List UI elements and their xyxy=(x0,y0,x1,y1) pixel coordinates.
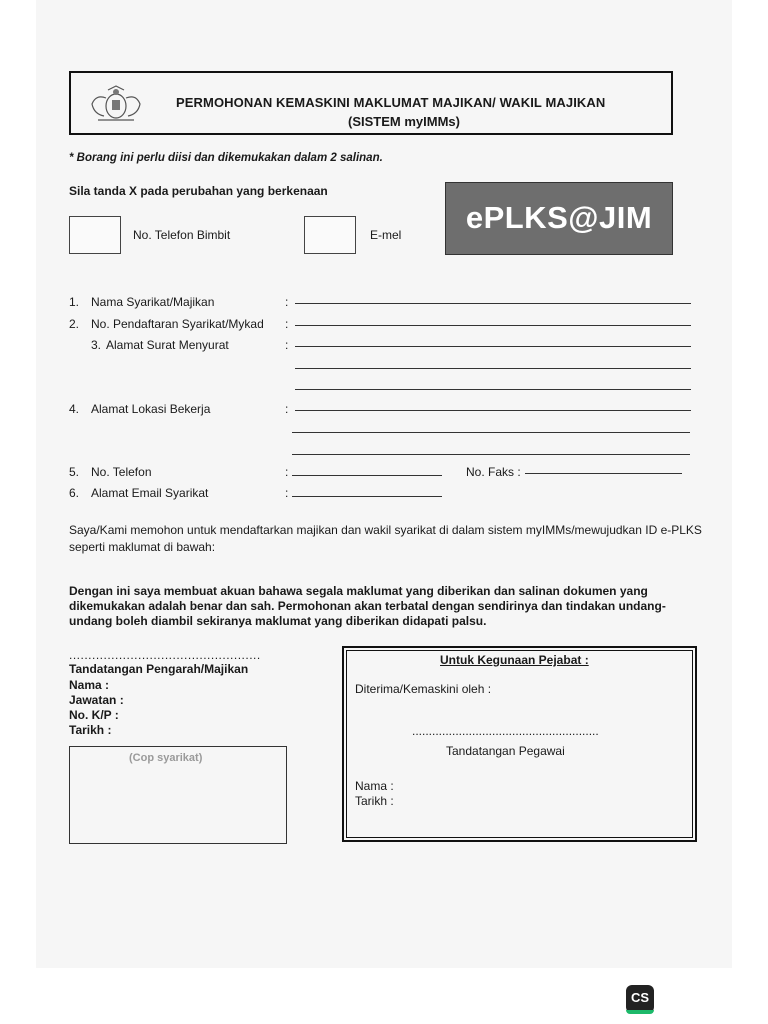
field-2-num: 2. xyxy=(69,317,80,331)
signature-jawatan: Jawatan : xyxy=(69,693,124,707)
signature-kp: No. K/P : xyxy=(69,708,119,722)
office-nama-label: Nama : xyxy=(355,779,394,793)
instruction-text: Sila tanda X pada perubahan yang berkenaan xyxy=(69,184,328,198)
field-6-colon: : xyxy=(285,486,289,500)
camscanner-logo-icon: CS xyxy=(626,985,654,1013)
checkbox-email-label: E-mel xyxy=(370,228,402,242)
signature-title: Tandatangan Pengarah/Majikan xyxy=(69,662,249,676)
copies-note: * Borang ini perlu diisi dan dikemukakan dalam 2 salinan. xyxy=(69,152,383,164)
field-1-colon: : xyxy=(285,295,289,309)
office-use-title: Untuk Kegunaan Pejabat : xyxy=(440,653,589,667)
officer-signature-label: Tandatangan Pegawai xyxy=(446,744,565,758)
field-5-label: No. Telefon xyxy=(91,465,152,479)
office-received-label: Diterima/Kemaskini oleh : xyxy=(355,682,492,696)
field-3-line-3[interactable] xyxy=(295,389,691,390)
field-3-line-1[interactable] xyxy=(295,346,691,347)
officer-signature-dots: ........................................................ xyxy=(412,724,599,738)
fax-label: No. Faks : xyxy=(466,465,521,479)
checkbox-phone-label: No. Telefon Bimbit xyxy=(133,228,231,242)
checkbox-email[interactable] xyxy=(304,216,356,254)
field-4-colon: : xyxy=(285,402,289,416)
field-1-label: Nama Syarikat/Majikan xyxy=(91,295,215,309)
declaration-text: Dengan ini saya membuat akuan bahawa segala maklumat yang diberikan dan salinan dokumen yang dikemukakan adalah benar dan sah. Permohonan akan terbatal dengan sendirinya dan tindakan undang-undang boleh diambil sekiranya maklumat yang diberikan didapati palsu. xyxy=(69,584,666,628)
field-2-label: No. Pendaftaran Syarikat/Mykad xyxy=(91,317,264,331)
form-title: PERMOHONAN KEMASKINI MAKLUMAT MAJIKAN/ WAKIL MAJIKAN xyxy=(176,95,606,110)
field-6-num: 6. xyxy=(69,486,80,500)
field-5-num: 5. xyxy=(69,465,80,479)
field-5-colon: : xyxy=(285,465,289,479)
field-6-label: Alamat Email Syarikat xyxy=(91,486,209,500)
signature-dots: .................................................. xyxy=(69,648,261,662)
field-4-num: 4. xyxy=(69,402,80,416)
field-2-colon: : xyxy=(285,317,289,331)
field-1-line[interactable] xyxy=(295,303,691,304)
signature-tarikh: Tarikh : xyxy=(69,723,112,737)
company-stamp-label: (Cop syarikat) xyxy=(129,752,203,764)
application-statement: Saya/Kami memohon untuk mendaftarkan majikan dan wakil syarikat di dalam sistem myIMMs/mewujudkan ID e-PLKS seperti maklumat di bawah: xyxy=(69,523,702,554)
field-5-line[interactable] xyxy=(292,475,442,476)
field-3-line-2[interactable] xyxy=(295,368,691,369)
field-3-colon: : xyxy=(285,338,289,352)
field-3-num: 3. xyxy=(91,338,102,352)
office-tarikh-label: Tarikh : xyxy=(355,794,394,808)
field-4-line-2[interactable] xyxy=(292,432,690,433)
camscanner-logo-bar xyxy=(626,1010,654,1014)
signature-nama: Nama : xyxy=(69,678,110,692)
field-1-num: 1. xyxy=(69,295,80,309)
form-subtitle: (SISTEM myIMMs) xyxy=(348,114,460,129)
field-2-line[interactable] xyxy=(295,325,691,326)
malaysia-crest-icon xyxy=(86,84,146,126)
eplks-stamp: ePLKS@JIM xyxy=(445,182,673,255)
field-4-label: Alamat Lokasi Bekerja xyxy=(91,402,211,416)
field-6-line[interactable] xyxy=(292,496,442,497)
field-4-line-3[interactable] xyxy=(292,454,690,455)
field-3-label: Alamat Surat Menyurat xyxy=(106,338,229,352)
field-4-line-1[interactable] xyxy=(295,410,691,411)
fax-line[interactable] xyxy=(525,473,682,474)
checkbox-phone[interactable] xyxy=(69,216,121,254)
